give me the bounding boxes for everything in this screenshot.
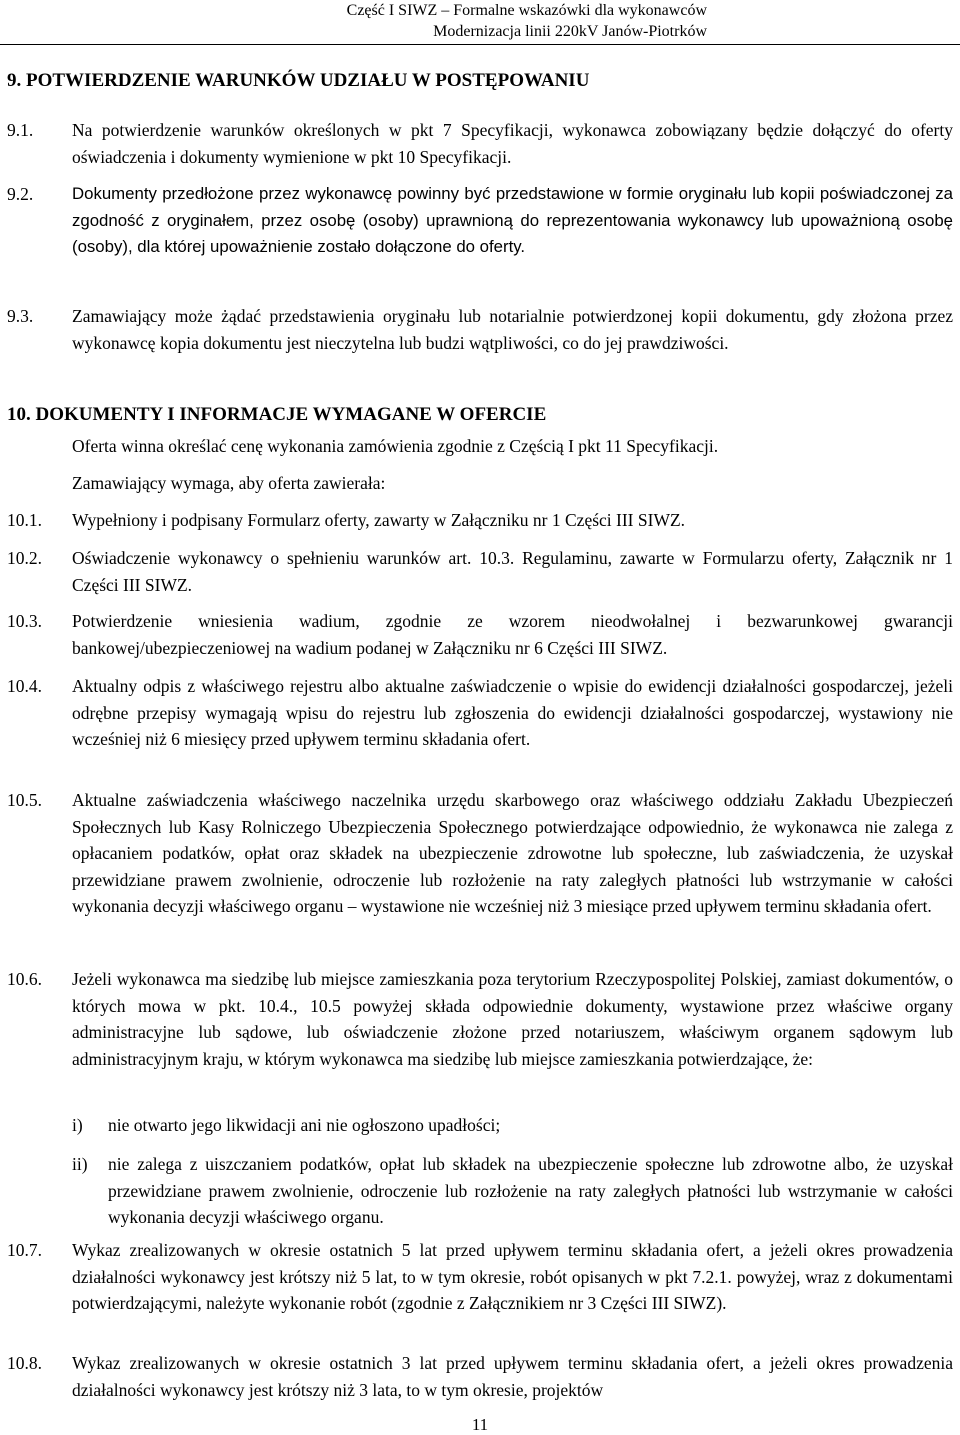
subitem-text: nie zalega z uiszczaniem podatków, opłat lub składek na ubezpieczenie społeczne lub zdrowotne albo, że uzyskał przewidziane prawem zwolnienie, odroczenie lub rozłożenie na raty zaległych płatności lub wstrzymanie w całości wykonania decyzji właściwego organu. [108, 1154, 953, 1227]
item-10-8 [7, 1350, 953, 1403]
section-10-intro-1: Oferta winna określać cenę wykonania zamówienia zgodnie z Częścią I pkt 11 Specyfikacji. [72, 436, 719, 456]
item-text: Wykaz zrealizowanych w okresie ostatnich 5 lat przed upływem terminu składania ofert, a jeżeli okres prowadzenia działalności wykonawcy jest krótszy niż 5 lat, to w tym okresie, robót opisanych w pkt 7.2.1. powyżej, wraz z dokumentami potwierdzającymi, należyte wykonanie robót (zgodnie z Załącznikiem nr 3 Części III SIWZ). [72, 1240, 953, 1313]
item-number: 9.2. [7, 184, 34, 204]
item-text: Wykaz zrealizowanych w okresie ostatnich 3 lat przed upływem terminu składania ofert, a jeżeli okres prowadzenia działalności wykonawcy jest krótszy niż 3 lata, to w tym okresie, projektów [72, 1353, 953, 1400]
item-number: 10.8. [7, 1353, 42, 1373]
item-10-4 [7, 673, 953, 753]
item-number: 10.7. [7, 1240, 42, 1260]
item-text: Dokumenty przedłożone przez wykonawcę powinny być przedstawione w formie oryginału lub kopii poświadczonej za zgodność z oryginałem, przez osobę (osoby) uprawnioną do reprezentowania wykonawcy lub upoważnioną osobę (osoby), dla której upoważnienie zostało dołączone do oferty. [72, 184, 953, 256]
item-text: Potwierdzenie wniesienia wadium, zgodnie ze wzorem nieodwołalnej i bezwarunkowej gwarancji bankowej/ubezpieczeniowej na wadium podanej w Załączniku nr 6 Części III SIWZ. [72, 611, 953, 658]
header-line-1: Część I SIWZ – Formalne wskazówki dla wykonawców [346, 2, 707, 19]
item-number: 10.6. [7, 969, 42, 989]
item-10-5 [7, 787, 953, 920]
section-10-intro-2: Zamawiający wymaga, aby oferta zawierała: [72, 473, 386, 493]
page-number: 11 [471, 1415, 489, 1434]
running-header [347, 0, 707, 42]
item-text: Aktualne zaświadczenia właściwego naczelnika urzędu skarbowego oraz właściwego oddziału Zakładu Ubezpieczeń Społecznych lub Kasy Rolniczego Ubezpieczenia Społecznego potwierdzające odpowiednio, że wykonawca nie zalega z opłacaniem podatków, opłat oraz składek na ubezpieczenie zdrowotne lub społeczne, lub zaświadczenia, że uzyskał przewidziane prawem zwolnienie, odroczenie lub rozłożenie na raty zaległych płatności lub wstrzymanie w całości wykonania decyzji właściwego organu – wystawione nie wcześniej niż 3 miesiące przed upływem terminu składania ofert. [72, 790, 953, 916]
item-number: 10.2. [7, 548, 42, 568]
item-text: Oświadczenie wykonawcy o spełnieniu warunków art. 10.3. Regulaminu, zawarte w Formularzu oferty, Załącznik nr 1 Części III SIWZ. [72, 548, 953, 595]
item-text: Zamawiający może żądać przedstawienia oryginału lub notarialnie potwierdzonej kopii dokumentu, gdy złożona przez wykonawcę kopia dokumentu jest nieczytelna lub budzi wątpliwości, co do jej prawdziwości. [72, 306, 953, 353]
item-number: 10.3. [7, 611, 42, 631]
item-9-3 [7, 303, 953, 356]
item-text: Aktualny odpis z właściwego rejestru albo aktualne zaświadczenie o wpisie do ewidencji działalności gospodarczej, jeżeli odrębne przepisy wymagają wpisu do rejestru lub zgłoszenia do ewidencji działalności gospodarczej, wystawiony nie wcześniej niż 6 miesięcy przed upływem terminu składania ofert. [72, 676, 953, 749]
item-text: Jeżeli wykonawca ma siedzibę lub miejsce zamieszkania poza terytorium Rzeczypospolitej Polskiej, zamiast dokumentów, o których mowa w pkt. 10.4., 10.5 powyżej składa odpowiednie dokumenty, wystawione przez właściwe organy administracyjne lub sądowe, lub oświadczenie złożone przed notariuszem, właściwym organem sądowym lub administracyjnym kraju, w którym wykonawca ma siedzibę lub miejsce zamieszkania potwierdzające, że: [72, 969, 953, 1069]
item-number: 10.1. [7, 510, 42, 530]
item-text: Na potwierdzenie warunków określonych w pkt 7 Specyfikacji, wykonawca zobowiązany będzie dołączyć do oferty oświadczenia i dokumenty wymienione w pkt 10 Specyfikacji. [72, 120, 953, 167]
header-rule [0, 44, 960, 45]
item-10-2 [7, 545, 953, 598]
item-10-6 [7, 966, 953, 1072]
item-9-1 [7, 117, 953, 170]
section-9-title: 9. POTWIERDZENIE WARUNKÓW UDZIAŁU W POSTĘPOWANIU [7, 70, 590, 91]
item-number: 9.1. [7, 120, 34, 140]
section-10-title: 10. DOKUMENTY I INFORMACJE WYMAGANE W OFERCIE [7, 404, 547, 425]
subitem-i [72, 1112, 953, 1139]
item-number: 10.4. [7, 676, 42, 696]
header-line-2: Modernizacja linii 220kV Janów-Piotrków [433, 23, 707, 40]
item-10-7 [7, 1237, 953, 1317]
item-9-2 [7, 181, 953, 261]
subitem-text: nie otwarto jego likwidacji ani nie ogłoszono upadłości; [108, 1115, 501, 1135]
item-number: 10.5. [7, 790, 42, 810]
item-10-1 [7, 507, 953, 534]
item-text: Wypełniony i podpisany Formularz oferty, zawarty w Załączniku nr 1 Części III SIWZ. [72, 510, 686, 530]
subitem-number: i) [72, 1115, 83, 1135]
subitem-number: ii) [72, 1154, 88, 1174]
subitem-ii [72, 1151, 953, 1231]
item-10-3 [7, 608, 953, 661]
item-number: 9.3. [7, 306, 34, 326]
